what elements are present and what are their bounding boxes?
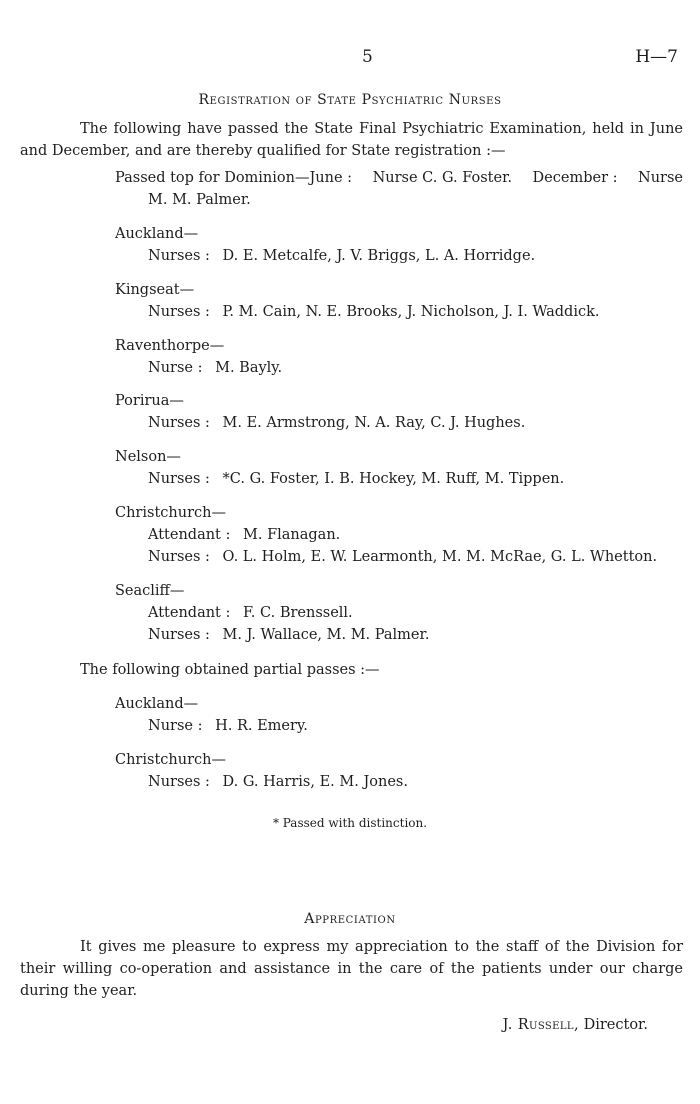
centre-nelson: Nelson— [115,449,181,465]
entry-role: Attendant : [148,605,231,621]
entry-names: D. E. Metcalfe, J. V. Briggs, L. A. Horridge. [222,248,536,264]
entry-row [148,602,353,624]
entry-names: O. L. Holm, E. W. Learmonth, M. M. McRae, G. L. Whetton. [222,549,658,565]
entry-row [148,771,408,793]
entry-role: Nurses : [148,304,210,320]
intro-paragraph: The following have passed the State Final Psychiatric Examination, held in June and December, and are thereby qualified for State registration :— [20,121,683,159]
appreciation-body [20,936,683,1002]
signature-title: Director. [583,1017,648,1033]
entry-names: M. Flanagan. [243,527,341,543]
centre-christchurch: Christchurch— [115,505,226,521]
appreciation-title: Appreciation [304,911,396,927]
partial-centre-auckland: Auckland— [115,696,199,712]
entry-role: Nurse : [148,360,203,376]
entry-names: *C. G. Foster, I. B. Hockey, M. Ruff, M. Tippen. [222,471,565,487]
entry-names: M. E. Armstrong, N. A. Ray, C. J. Hughes. [222,415,526,431]
appreciation-paragraph: It gives me pleasure to express my appreciation to the staff of the Division for their willing co-operation and assistance in the care of the patients under our charge during the year. [20,939,683,999]
entry-names: P. M. Cain, N. E. Brooks, J. Nicholson, J. I. Waddick. [222,304,600,320]
centre-auckland: Auckland— [115,226,199,242]
entry-role: Nurses : [148,774,210,790]
passed-top-continuation: M. M. Palmer. [148,192,251,208]
entry-names: M. J. Wallace, M. M. Palmer. [222,627,430,643]
passed-top-label: Passed top for Dominion—June : [115,170,353,186]
passed-top-december-label: December : [532,170,618,186]
entry-role: Nurses : [148,471,210,487]
entry-role: Nurses : [148,627,210,643]
partial-passes-intro: The following obtained partial passes :— [80,662,380,678]
entry-role: Nurses : [148,415,210,431]
entry-row [148,245,535,267]
entry-row [148,412,525,434]
entry-row [148,715,308,737]
entry-role: Nurses : [148,549,210,565]
entry-names: D. G. Harris, E. M. Jones. [222,774,408,790]
entry-row [148,468,564,490]
entry-names: M. Bayly. [215,360,283,376]
entry-row [148,301,599,323]
passed-top-june-name: Nurse C. G. Foster. [372,170,513,186]
centre-seacliff: Seacliff— [115,583,185,599]
centre-kingseat: Kingseat— [115,282,195,298]
passed-top-line [115,167,683,189]
centre-raventhorpe: Raventhorpe— [115,338,225,354]
signature-name: J. Russell, [502,1017,579,1033]
passed-top-december-role: Nurse [638,170,683,186]
page-number: 5 [362,47,373,67]
entry-row [148,624,429,646]
registration-intro [20,118,683,162]
partial-centre-christchurch: Christchurch— [115,752,226,768]
entry-row [148,546,657,568]
entry-row [148,524,340,546]
distinction-footnote: * Passed with distinction. [272,816,428,830]
document-reference: H—7 [635,47,678,67]
entry-names: H. R. Emery. [215,718,308,734]
page-header [0,46,700,72]
entry-role: Nurse : [148,718,203,734]
entry-role: Attendant : [148,527,231,543]
entry-row [148,357,282,379]
registration-title: Registration of State Psychiatric Nurses [198,92,502,108]
entry-names: F. C. Brenssell. [243,605,353,621]
entry-role: Nurses : [148,248,210,264]
centre-porirua: Porirua— [115,393,184,409]
signature [503,1014,648,1036]
